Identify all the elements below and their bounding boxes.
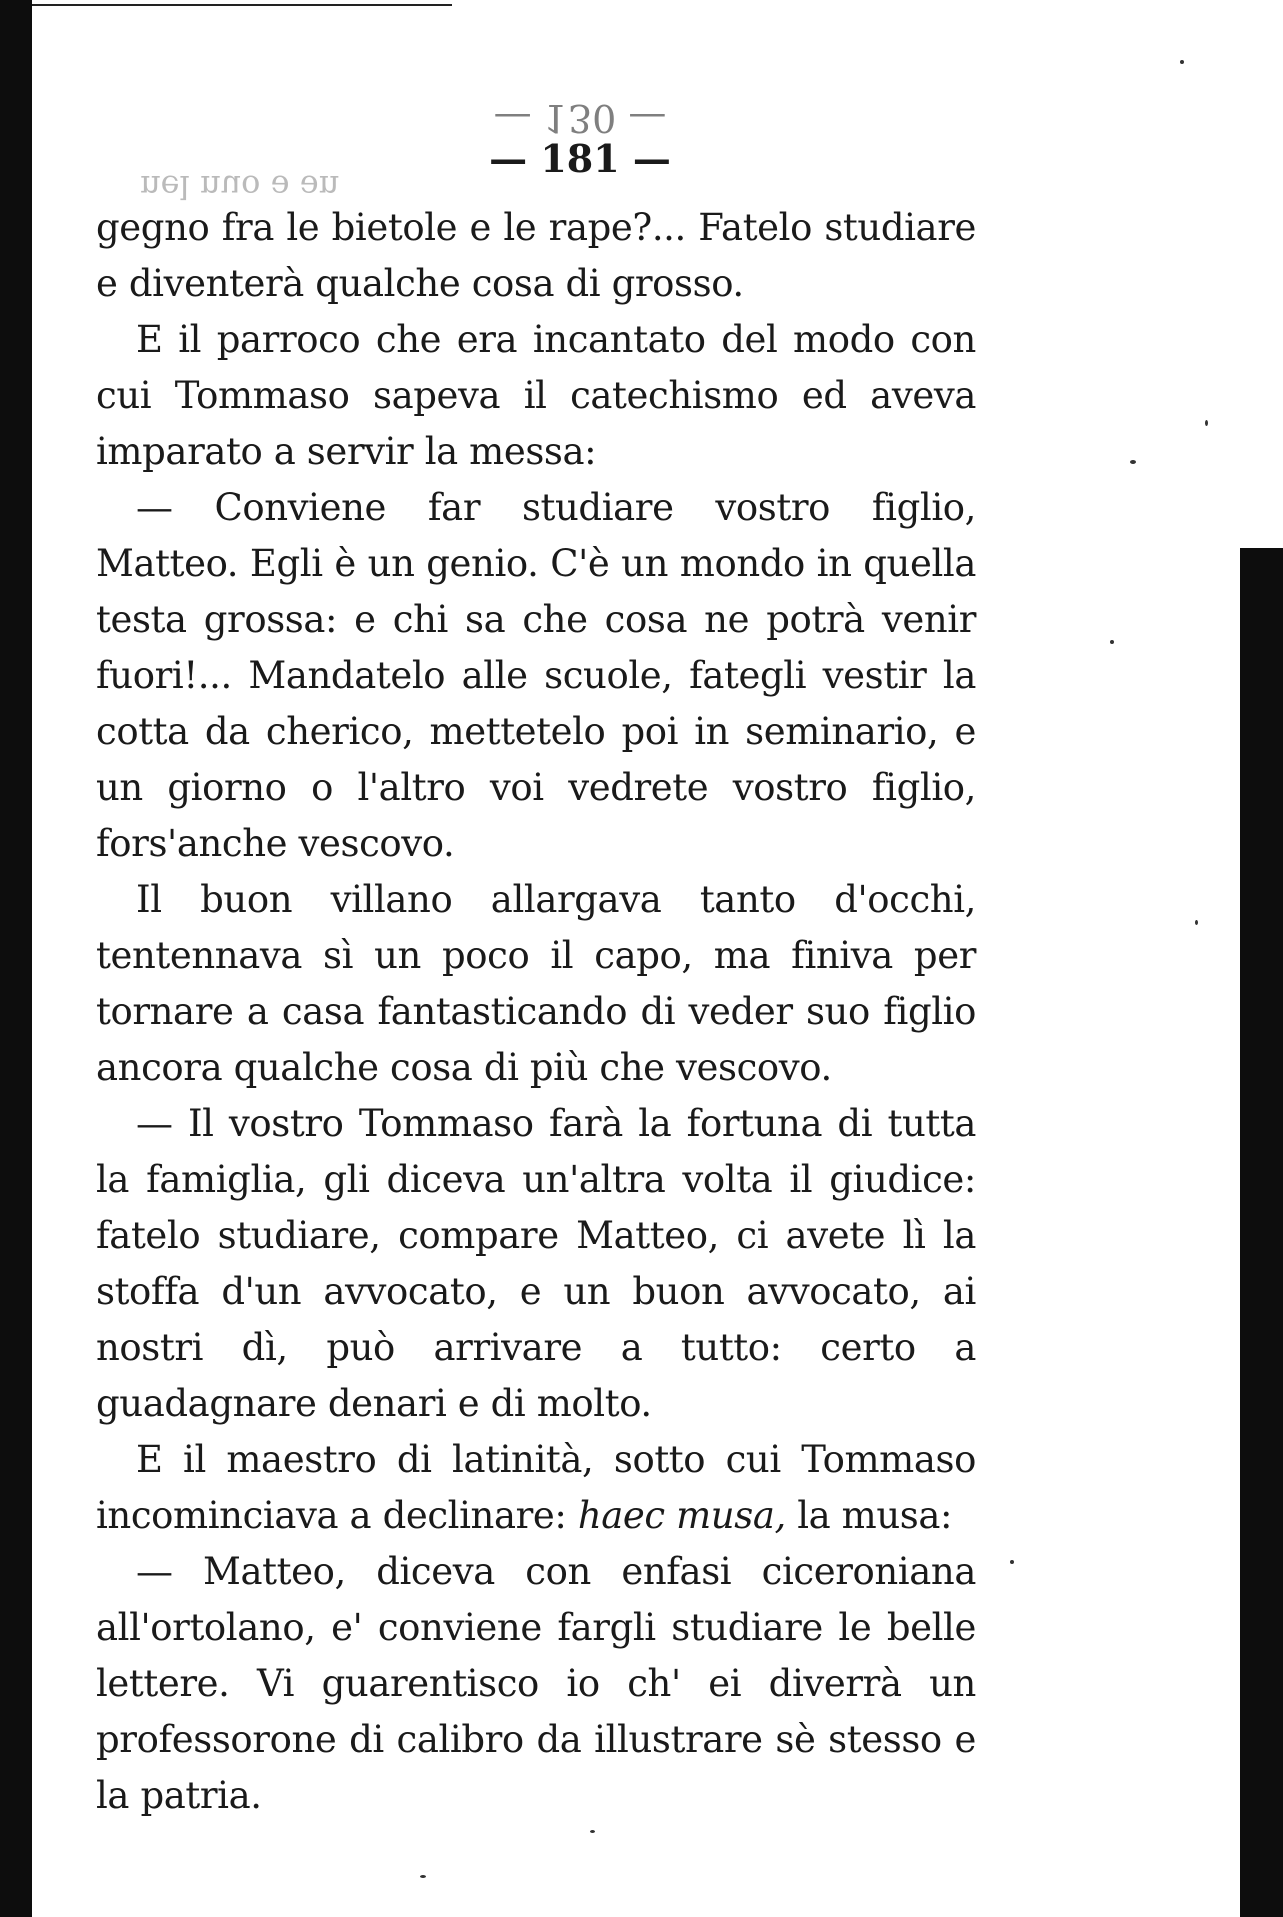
- bleed-through-text: nel nuo ə ən: [140, 168, 340, 206]
- scan-speck: [1195, 920, 1198, 925]
- paragraph: — Conviene far studiare vostro figlio, Matteo. Egli è un genio. C'è un mondo in quella testa grossa: e chi sa che cosa ne potrà venir fuori!... Mandatelo alle scuole, fategli vestir la cotta da cherico, mettetelo poi in seminario, e un giorno o l'altro voi vedrete vostro figlio, fors'anche vescovo.: [96, 486, 976, 865]
- paragraph: Il buon villano allargava tanto d'occhi, tentennava sì un poco il capo, ma finiva per tornare a casa fantasticando di veder suo figlio ancora qualche cosa di più che vescovo.: [96, 878, 976, 1089]
- body-text: [96, 200, 976, 1824]
- paragraph-text: la musa:: [785, 1494, 953, 1537]
- scan-speck: [1180, 60, 1184, 64]
- scan-speck: [1130, 460, 1136, 464]
- paragraph: E il parroco che era incantato del modo con cui Tommaso sapeva il catechismo ed aveva imparato a servir la messa:: [96, 318, 976, 473]
- scan-speck: [420, 1875, 426, 1878]
- scan-left-border: [0, 0, 32, 1917]
- paragraph: — Il vostro Tommaso farà la fortuna di tutta la famiglia, gli diceva un'altra volta il giudice: fatelo studiare, compare Matteo, ci avete lì la stoffa d'un avvocato, e un buon avvocato, ai nostri dì, può arrivare a tutto: certo a guadagnare denari e di molto.: [96, 1102, 976, 1425]
- paragraph: gegno fra le bietole e le rape?... Fatelo studiare e diventerà qualche cosa di grosso.: [96, 206, 976, 305]
- scan-speck: [1110, 640, 1114, 644]
- scan-speck: [590, 1830, 595, 1833]
- scan-speck: [1205, 420, 1208, 426]
- paragraph-text: E il maestro di latinità, sotto cui Tommaso incominciava a declinare:: [96, 1438, 976, 1537]
- paragraph: [96, 1432, 976, 1544]
- top-rule: [32, 4, 452, 6]
- latin-phrase: haec musa,: [577, 1494, 786, 1537]
- paragraph: — Matteo, diceva con enfasi ciceroniana all'ortolano, e' conviene fargli studiare le belle lettere. Vi guarentisco io ch' ei diverrà un professorone di calibro da illustrare sè stesso e la patria.: [96, 1550, 976, 1817]
- page-number: — 181 —: [489, 136, 671, 181]
- scan-speck: [1010, 1560, 1014, 1564]
- scan-right-edge: [1240, 548, 1283, 1917]
- bleed-through-page-number: — 130 —: [493, 96, 667, 140]
